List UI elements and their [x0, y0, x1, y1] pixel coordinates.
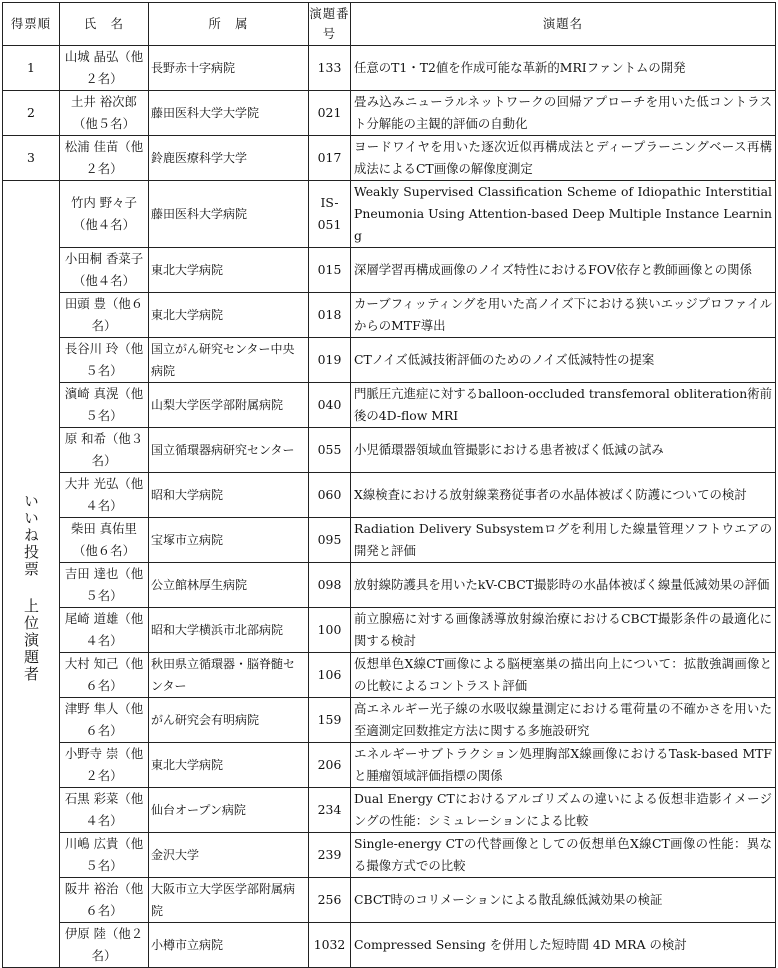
title-cell: 小児循環器領域血管撮影における患者被ばく低減の試み — [351, 428, 776, 473]
header-title: 演題名 — [351, 3, 776, 46]
rank-cell: 2 — [3, 91, 60, 136]
affiliation-cell: 長野赤十字病院 — [149, 46, 309, 91]
title-cell: 放射線防護具を用いたkV-CBCT撮影時の水晶体被ばく線量低減効果の評価 — [351, 563, 776, 608]
affiliation-cell: 昭和大学病院 — [149, 473, 309, 518]
affiliation-cell: 東北大学病院 — [149, 743, 309, 788]
title-cell: CTノイズ低減技術評価のためのノイズ低減特性の提案 — [351, 338, 776, 383]
table-row — [3, 248, 776, 293]
title-cell: ヨードワイヤを用いた逐次近似再構成法とディープラーニングベース再構成法によるCT画像の解像度測定 — [351, 136, 776, 181]
table-row — [3, 923, 776, 968]
author-cell: 濱崎 真滉（他５名） — [60, 383, 149, 428]
table-row — [3, 608, 776, 653]
table-row — [3, 878, 776, 923]
table-row — [3, 338, 776, 383]
table-row — [3, 46, 776, 91]
author-cell: 大井 光弘（他４名） — [60, 473, 149, 518]
table-row — [3, 293, 776, 338]
author-cell: 柴田 真佑里（他６名） — [60, 518, 149, 563]
author-cell: 山城 晶弘（他２名） — [60, 46, 149, 91]
number-cell: 095 — [309, 518, 351, 563]
table-row — [3, 473, 776, 518]
table-row — [3, 136, 776, 181]
author-cell: 大村 知己（他６名） — [60, 653, 149, 698]
number-cell: 017 — [309, 136, 351, 181]
number-cell: 1032 — [309, 923, 351, 968]
number-cell: 256 — [309, 878, 351, 923]
number-cell: 015 — [309, 248, 351, 293]
number-cell: 100 — [309, 608, 351, 653]
table-row — [3, 428, 776, 473]
table-row — [3, 743, 776, 788]
title-cell: Dual Energy CTにおけるアルゴリズムの違いによる仮想非造影イメージングの性能：シミュレーションによる比較 — [351, 788, 776, 833]
affiliation-cell: 昭和大学横浜市北部病院 — [149, 608, 309, 653]
affiliation-cell: 鈴鹿医療科学大学 — [149, 136, 309, 181]
title-cell: 畳み込みニューラルネットワークの回帰アプローチを用いた低コントラスト分解能の主観的評価の自動化 — [351, 91, 776, 136]
title-cell: 門脈圧亢進症に対するballoon-occluded transfemoral obliteration術前後の4D-flow MRI — [351, 383, 776, 428]
title-cell: 深層学習再構成画像のノイズ特性におけるFOV依存と教師画像との関係 — [351, 248, 776, 293]
header-number: 演題番号 — [309, 3, 351, 46]
group-label-cell — [3, 181, 60, 968]
author-cell: 川嶋 広貴（他５名） — [60, 833, 149, 878]
title-cell: Single-energy CTの代替画像としての仮想単色X線CT画像の性能：異なる撮像方式での比較 — [351, 833, 776, 878]
title-cell: 仮想単色X線CT画像による脳梗塞巣の描出向上について：拡散強調画像との比較によるコントラスト評価 — [351, 653, 776, 698]
number-cell: 106 — [309, 653, 351, 698]
title-cell: CBCT時のコリメーションによる散乱線低減効果の検証 — [351, 878, 776, 923]
number-cell: 234 — [309, 788, 351, 833]
affiliation-cell: 国立がん研究センター中央病院 — [149, 338, 309, 383]
affiliation-cell: 秋田県立循環器・脳脊髄センター — [149, 653, 309, 698]
number-cell: 206 — [309, 743, 351, 788]
number-cell: IS-051 — [309, 181, 351, 248]
author-cell: 石黒 彩菜（他４名） — [60, 788, 149, 833]
author-cell: 小田桐 香菜子（他４名） — [60, 248, 149, 293]
table-row — [3, 518, 776, 563]
title-cell: Compressed Sensing を併用した短時間 4D MRA の検討 — [351, 923, 776, 968]
author-cell: 松浦 佳苗（他２名） — [60, 136, 149, 181]
group-label: いいね投票 上位演題者 — [22, 492, 40, 683]
table-row — [3, 833, 776, 878]
affiliation-cell: 東北大学病院 — [149, 293, 309, 338]
rank-cell: 3 — [3, 136, 60, 181]
author-cell: 津野 隼人（他６名） — [60, 698, 149, 743]
author-cell: 竹内 野々子（他４名） — [60, 181, 149, 248]
number-cell: 060 — [309, 473, 351, 518]
author-cell: 長谷川 玲（他５名） — [60, 338, 149, 383]
table-row — [3, 788, 776, 833]
affiliation-cell: 藤田医科大学大学院 — [149, 91, 309, 136]
author-cell: 原 和希（他３名） — [60, 428, 149, 473]
table-row — [3, 181, 776, 248]
header-affiliation: 所 属 — [149, 3, 309, 46]
affiliation-cell: がん研究会有明病院 — [149, 698, 309, 743]
header-rank: 得票順 — [3, 3, 60, 46]
header-row — [3, 3, 776, 46]
affiliation-cell: 金沢大学 — [149, 833, 309, 878]
author-cell: 土井 裕次郎（他５名） — [60, 91, 149, 136]
number-cell: 021 — [309, 91, 351, 136]
title-cell: 高エネルギー光子線の水吸収線量測定における電荷量の不確かさを用いた至適測定回数推定方法に関する多施設研究 — [351, 698, 776, 743]
author-cell: 阪井 裕治（他６名） — [60, 878, 149, 923]
affiliation-cell: 藤田医科大学病院 — [149, 181, 309, 248]
number-cell: 159 — [309, 698, 351, 743]
affiliation-cell: 小樽市立病院 — [149, 923, 309, 968]
author-cell: 尾崎 道雄（他４名） — [60, 608, 149, 653]
affiliation-cell: 国立循環器病研究センター — [149, 428, 309, 473]
number-cell: 019 — [309, 338, 351, 383]
table-row — [3, 653, 776, 698]
table-row — [3, 91, 776, 136]
number-cell: 133 — [309, 46, 351, 91]
table-row — [3, 563, 776, 608]
number-cell: 239 — [309, 833, 351, 878]
rank-cell: 1 — [3, 46, 60, 91]
title-cell: エネルギーサブトラクション処理胸部X線画像におけるTask-based MTFと腫瘤領域評価指標の関係 — [351, 743, 776, 788]
affiliation-cell: 大阪市立大学医学部附属病院 — [149, 878, 309, 923]
header-author: 氏 名 — [60, 3, 149, 46]
author-cell: 伊原 陸（他２名） — [60, 923, 149, 968]
number-cell: 055 — [309, 428, 351, 473]
author-cell: 小野寺 崇（他２名） — [60, 743, 149, 788]
author-cell: 吉田 達也（他５名） — [60, 563, 149, 608]
affiliation-cell: 仙台オープン病院 — [149, 788, 309, 833]
number-cell: 018 — [309, 293, 351, 338]
title-cell: 前立腺癌に対する画像誘導放射線治療におけるCBCT撮影条件の最適化に関する検討 — [351, 608, 776, 653]
results-table — [2, 2, 776, 968]
title-cell: X線検査における放射線業務従事者の水晶体被ばく防護についての検討 — [351, 473, 776, 518]
affiliation-cell: 東北大学病院 — [149, 248, 309, 293]
affiliation-cell: 山梨大学医学部附属病院 — [149, 383, 309, 428]
number-cell: 098 — [309, 563, 351, 608]
affiliation-cell: 宝塚市立病院 — [149, 518, 309, 563]
title-cell: カーブフィッティングを用いた高ノイズ下における狭いエッジプロファイルからのMTF導出 — [351, 293, 776, 338]
table-row — [3, 698, 776, 743]
author-cell: 田頭 豊（他６名） — [60, 293, 149, 338]
title-cell: Weakly Supervised Classification Scheme of Idiopathic Interstitial Pneumonia Using Attention-based Deep Multiple Instance Learning — [351, 181, 776, 248]
table-row — [3, 383, 776, 428]
title-cell: Radiation Delivery Subsystemログを利用した線量管理ソフトウエアの開発と評価 — [351, 518, 776, 563]
title-cell: 任意のT1・T2値を作成可能な革新的MRIファントムの開発 — [351, 46, 776, 91]
affiliation-cell: 公立館林厚生病院 — [149, 563, 309, 608]
number-cell: 040 — [309, 383, 351, 428]
